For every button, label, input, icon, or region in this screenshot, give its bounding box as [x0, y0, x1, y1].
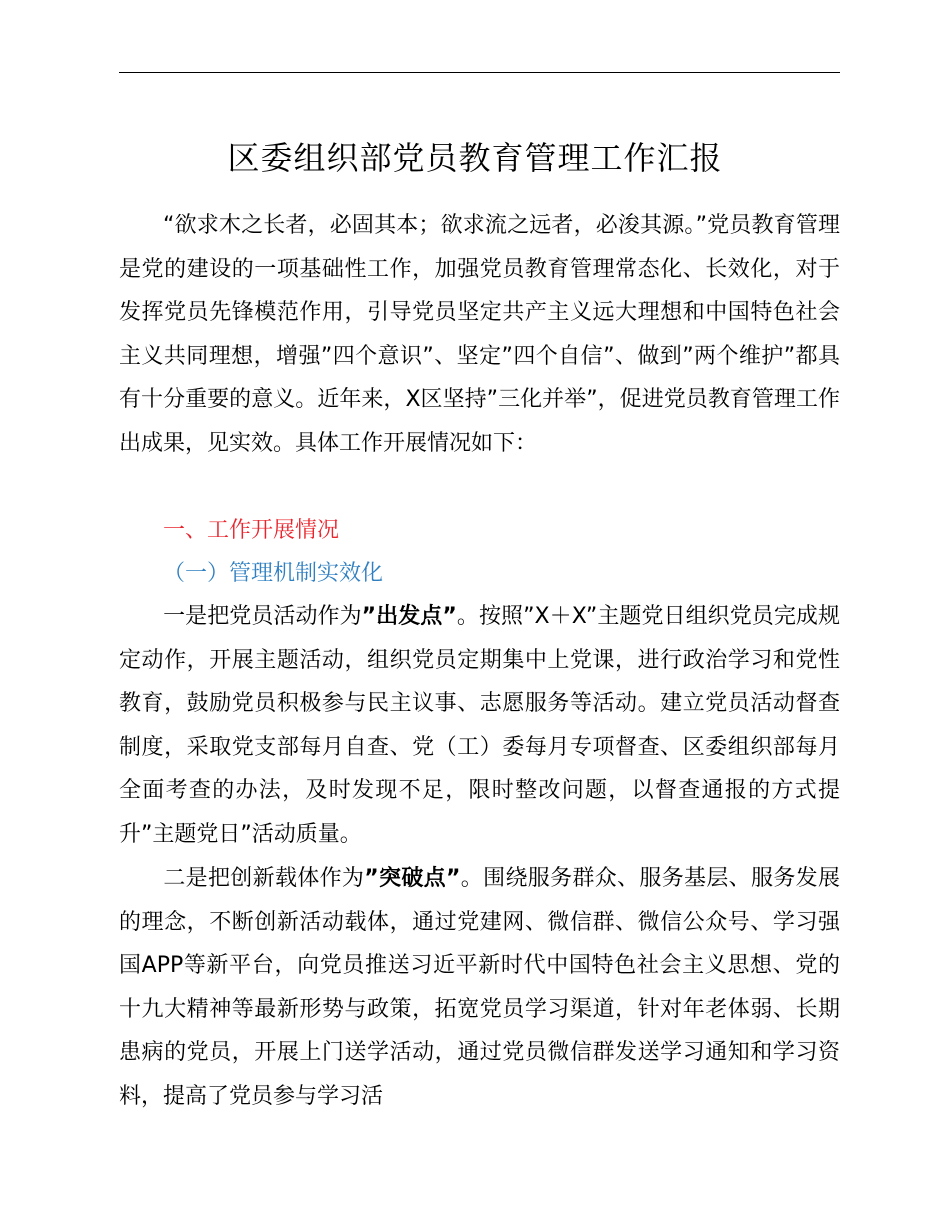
section-heading: 一、工作开展情况: [163, 518, 340, 543]
paragraph-1-text: 。按照”X＋X”主题党日组织党员完成规定动作，开展主题活动，组织党员定期集中上党课，进行政治学习和党性教育，鼓励党员积极参与民主议事、志愿服务等活动。建立党员活动督查制度，采取党支部每月自查、党（工）委每月专项督查、区委组织部每月全面考查的办法，及时发现不足，限时整改问题，以督查通报的方式提升”主题党日”活动质量。: [119, 604, 840, 847]
intro-paragraph: [119, 204, 840, 466]
paragraph-2-text: 。围绕服务群众、服务基层、服务发展的理念，不断创新活动载体，通过党建网、微信群、微信公众号、学习强国APP等新平台，向党员推送习近平新时代中国特色社会主义思想、党的十九大精神等最新形势与政策，拓宽党员学习渠道，针对年老体弱、长期患病的党员，开展上门送学活动，通过党员微信群发送学习通知和学习资料，提高了党员参与学习活: [119, 866, 840, 1109]
paragraph-1-emphasis: ”出发点”: [361, 604, 457, 629]
header-rule: [119, 72, 840, 73]
subsection-heading: （一）管理机制实效化: [163, 561, 384, 586]
paragraph-2: [119, 857, 840, 1119]
intro-text: “欲求木之长者，必固其本；欲求流之远者，必浚其源。”党员教育管理是党的建设的一项基础性工作，加强党员教育管理常态化、长效化，对于发挥党员先锋模范作用，引导党员坚定共产主义远大理想和中国特色社会主义共同理想，增强”四个意识”、坚定”四个自信”、做到”两个维护”都具有十分重要的意义。近年来，X区坚持”三化并举”，促进党员教育管理工作出成果，见实效。具体工作开展情况如下：: [119, 213, 840, 456]
paragraph-2-emphasis: ”突破点”: [364, 866, 461, 891]
document-title: 区委组织部党员教育管理工作汇报: [227, 139, 723, 177]
paragraph-1-lead: 一是把党员活动作为: [163, 604, 362, 629]
paragraph-1: [119, 595, 840, 857]
paragraph-2-lead: 二是把创新载体作为: [163, 866, 365, 891]
